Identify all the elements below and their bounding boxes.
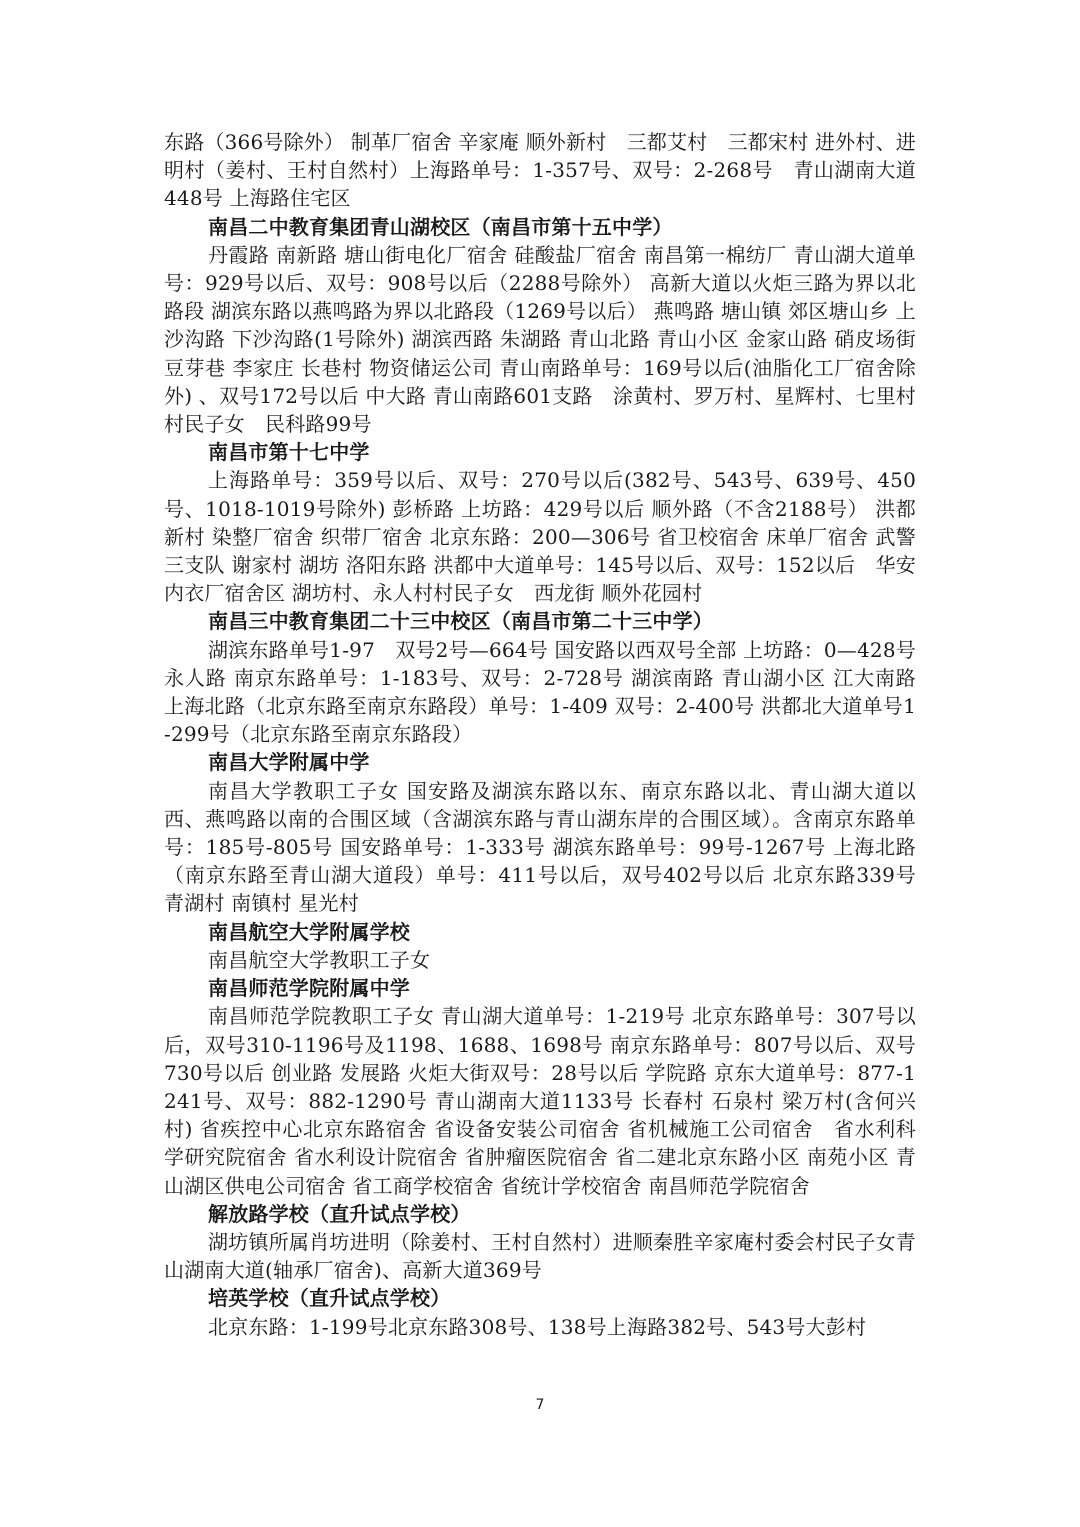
page-body: [164, 128, 937, 1341]
section-title-jiefanglu: 解放路学校（直升试点学校）: [208, 1201, 471, 1226]
section-text-peiying: 北京东路：1-199号北京东路308号、138号上海路382号、543号大彭村: [208, 1314, 867, 1339]
page-number: 7: [535, 1397, 545, 1413]
section-text-hangkong-affiliated: 南昌航空大学教职工子女: [208, 947, 431, 972]
section-title-nanchang-no2-qingshanhu: 南昌二中教育集团青山湖校区（南昌市第十五中学）: [208, 214, 673, 239]
section-title-hangkong-affiliated: 南昌航空大学附属学校: [208, 919, 410, 944]
section-text-shifan-affiliated: 南昌师范学院教职工子女 青山湖大道单号：1-219号 北京东路单号：307号以后，双号310-1196号及1198、1688、1698号 南京东路单号：807号以后、双号730号以后 创业路 发展路 火炬大街双号：28号以后 学院路 京东大道单号：877-1241号、双号：882-1290号 青山湖南大道1133号 长春村 石泉村 梁万村(含何兴村) 省疾控中心北京东路宿舍 省设备安装公司宿舍 省机械施工公司宿舍 省水利科学研究院宿舍 省水利设计院宿舍 省肿瘤医院宿舍 省二建北京东路小区 南苑小区 青山湖区供电公司宿舍 省工商学校宿舍 省统计学校宿舍 南昌师范学院宿舍: [164, 1004, 916, 1198]
section-title-nanchang-no17: 南昌市第十七中学: [208, 440, 370, 465]
section-title-nanchang-no23: 南昌三中教育集团二十三中校区（南昌市第二十三中学）: [208, 609, 713, 634]
section-text-jiefanglu: 湖坊镇所属肖坊进明（除姜村、王村自然村）进顺秦胜辛家庵村委会村民子女青山湖南大道(轴承厂宿舍)、高新大道369号: [164, 1229, 916, 1283]
section-text-nanchang-no23: 湖滨东路单号1-97 双号2号—664号 国安路以西双号全部 上坊路：0—428号 永人路 南京东路单号：1-183号、双号：2-728号 湖滨南路 青山湖小区 江大南路 上海北路（北京东路至南京东路段）单号：1-409 双号：2-400号 洪都北大道单号1-299号（北京东路至南京东路段）: [164, 637, 937, 747]
section-text-nanchang-no2-qingshanhu: 丹霞路 南新路 塘山街电化厂宿舍 硅酸盐厂宿舍 南昌第一棉纺厂 青山湖大道单号：929号以后、双号：908号以后（2288号除外） 高新大道以火炬三路为界以北路段 湖滨东路以燕鸣路为界以北路段（1269号以后） 燕鸣路 塘山镇 郊区塘山乡 上沙沟路 下沙沟路(1号除外) 湖滨西路 朱湖路 青山北路 青山小区 金家山路 硝皮场街 豆芽巷 李家庄 长巷村 物资储运公司 青山南路单号：169号以后(油脂化工厂宿舍除外) 、双号172号以后 中大路 青山南路601支路 涂黄村、罗万村、星辉村、七里村村民子女 民科路99号: [164, 242, 916, 437]
section-title-ncu-affiliated: 南昌大学附属中学: [208, 750, 370, 775]
section-title-peiying: 培英学校（直升试点学校）: [208, 1286, 451, 1311]
continuation-paragraph: 东路（366号除外） 制革厂宿舍 辛家庵 顺外新村 三都艾村 三都宋村 进外村、进明村（姜村、王村自然村）上海路单号：1-357号、双号：2-268号 青山湖南大道448号 上海路住宅区: [164, 130, 916, 211]
section-text-ncu-affiliated: 南昌大学教职工子女 国安路及湖滨东路以东、南京东路以北、青山湖大道以西、燕鸣路以南的合围区域（含湖滨东路与青山湖东岸的合围区域）。含南京东路单号：185号-805号 国安路单号：1-333号 湖滨东路单号：99号-1267号 上海北路（南京东路至青山湖大道段）单号：411号以后，双号402号以后 北京东路339号 青湖村 南镇村 星光村: [164, 778, 916, 916]
section-title-shifan-affiliated: 南昌师范学院附属中学: [208, 976, 410, 1001]
section-text-nanchang-no17: 上海路单号：359号以后、双号：270号以后(382号、543号、639号、450号、1018-1019号除外) 彭桥路 上坊路：429号以后 顺外路（不含2188号） 洪都新村 染整厂宿舍 织带厂宿舍 北京东路：200—306号 省卫校宿舍 床单厂宿舍 武警三支队 谢家村 湖坊 洛阳东路 洪都中大道单号：145号以后、双号：152以后 华安内衣厂宿舍区 湖坊村、永人村村民子女 西龙街 顺外花园村: [164, 468, 916, 606]
